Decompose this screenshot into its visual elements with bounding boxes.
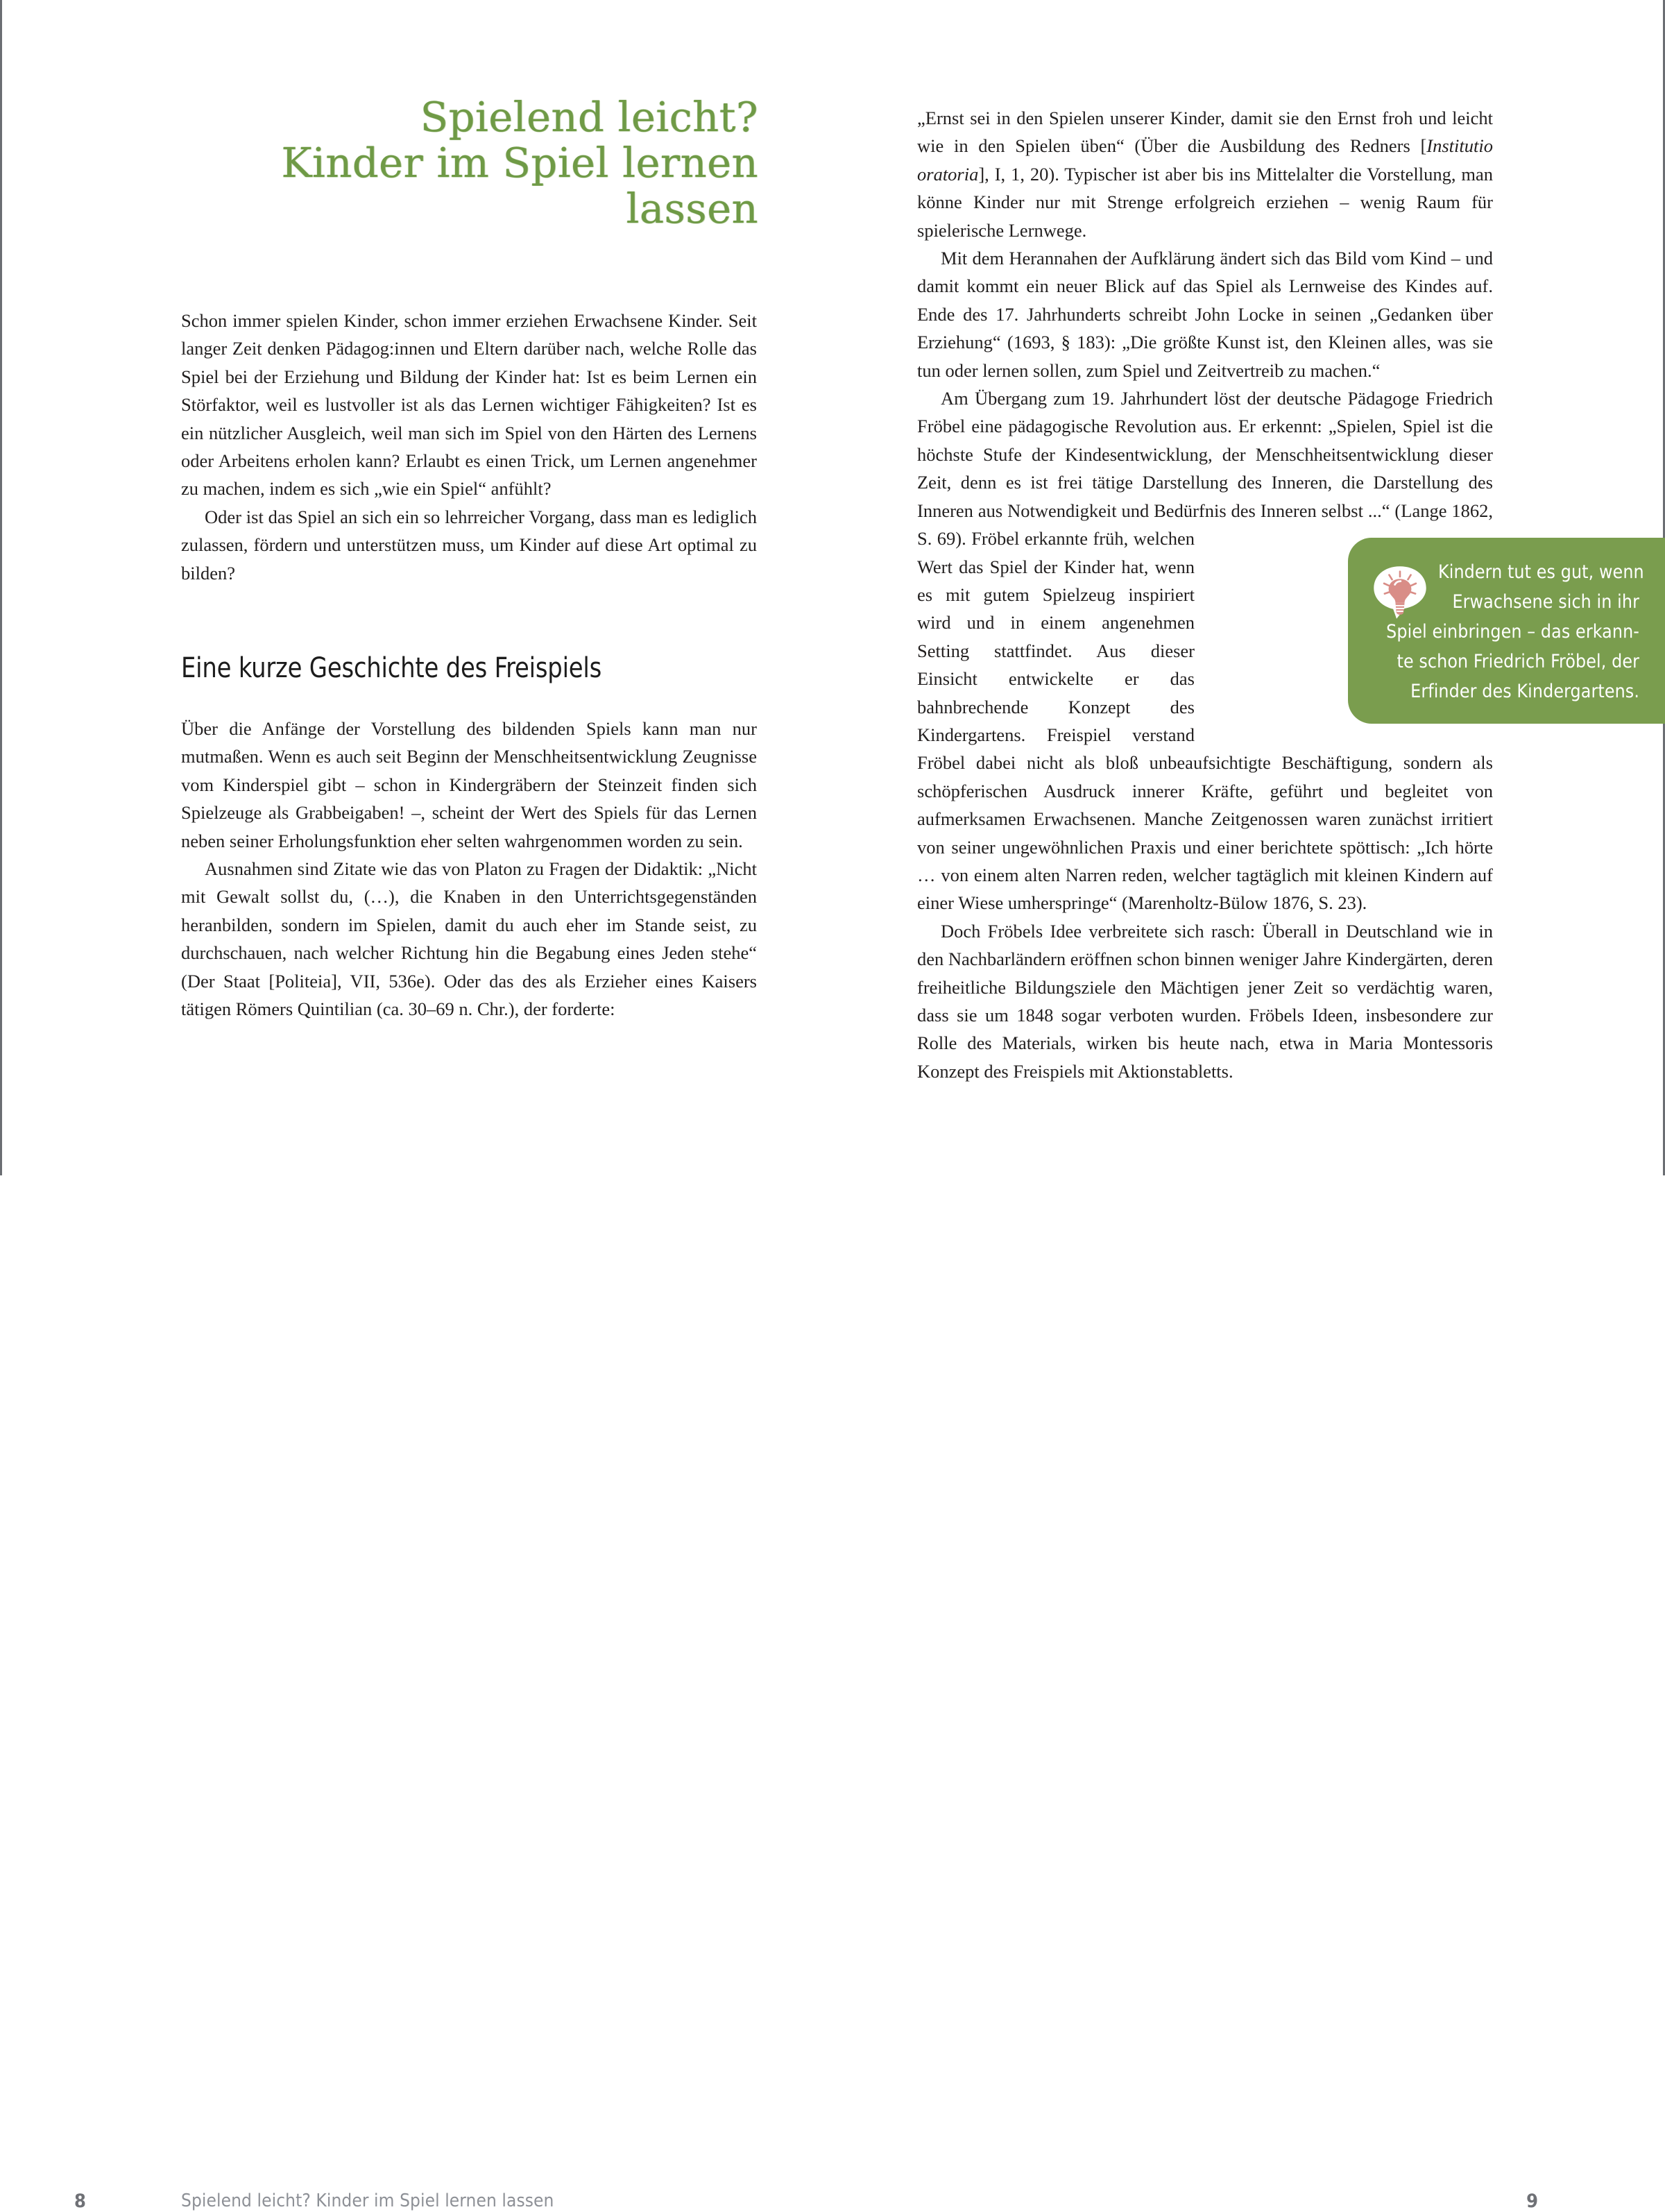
chapter-title	[181, 94, 758, 232]
left-column-body	[181, 715, 757, 1023]
chapter-title-line-3: lassen	[626, 185, 758, 233]
tip-callout-box	[1348, 538, 1665, 724]
callout-line-3: Spiel einbringen – das erkann-	[1386, 621, 1639, 643]
quote-after-italic: ], I, 1, 20). Typischer ist aber bis ins Mittelalter die Vorstellung, man könne Kinder nur mit Strenge erfolgreich erziehen – wenig Raum für spielerische Lernwege.	[917, 163, 1493, 241]
paragraph-froebel-text: Am Übergang zum 19. Jahrhundert löst der deutsche Pädagoge Friedrich Fröbel eine pädagogische Revolution aus. Er erkennt: „Spielen, Spiel ist die höchste Stufe der Kindesentwicklung, der Menschheitsentwicklung dieser Zeit, denn es ist frei tätige Darstellung des Inneren, die Darstellung des Inneren aus Notwendigkeit und Bedürfnis des Inneren selbst ...“ (Lange 1862, S. 69). Fröbel erkannte früh, welchen Wert das Spiel der Kinder hat, wenn es mit gutem Spielzeug inspiriert wird und in einem angenehmen Setting stattfindet. Aus dieser Einsicht entwickelte er das bahnbrechende Konzept des Kindergartens. Freispiel verstand Fröbel dabei nicht als bloß unbeaufsichtigte Beschäftigung, sondern als schöpferischen Ausdruck innerer Kräfte, geführt und begleitet von aufmerksamen Erwachsenen. Manche Zeitgenossen waren zunächst irritiert von seiner ungewöhnlichen Praxis und einer berichtete spöttisch: „Ich hörte … von einem alten Narren reden, welcher tagtäglich mit kleinen Kindern auf einer Wiese umherspringe“ (Marenholtz-Bülow 1876, S. 23).	[917, 388, 1493, 914]
right-page-footer	[832, 1092, 1663, 2212]
callout-line-1: Kindern tut es gut, wenn	[1438, 561, 1644, 583]
section-heading: Eine kurze Geschichte des Freispiels	[181, 652, 602, 684]
paragraph-verbreitung: Doch Fröbels Idee verbreitete sich rasch: Überall in Deutschland wie in den Nachbarländern eröffnen schon binnen weniger Jahre Kindergärten, deren freiheitliche Bildungsziele den Mächtigen jener Zeit so verdächtig waren, dass sie um 1848 sogar verboten wurden. Fröbels Ideen, insbesondere zur Rolle des Materials, wirken bis heute nach, etwa in Maria Montessoris Konzept des Freispiels mit Aktionstabletts.	[917, 920, 1493, 1082]
paragraph: Schon immer spielen Kinder, schon immer erziehen Erwachsene Kinder. Seit langer Zeit denken Pädagog:innen und Eltern darüber nach, welche Rolle das Spiel bei der Erziehung und Bildung der Kinder hat: Ist es beim Lernen ein Störfaktor, weil es lustvoller ist als das Lernen wichtiger Fähigkeiten? Ist es ein nützlicher Ausgleich, weil man sich im Spiel von den Härten des Lernens oder Arbeitens erholen kann? Erlaubt es einen Trick, um Lernen angenehmer zu machen, indem es sich „wie ein Spiel“ anfühlt?	[181, 310, 757, 500]
paragraph: Oder ist das Spiel an sich ein so lehrreicher Vorgang, dass man es lediglich zulassen, fördern und unterstützen muss, um Kinder auf diese Art optimal zu bilden?	[181, 506, 757, 584]
paragraph: Ausnahmen sind Zitate wie das von Platon zu Fragen der Didaktik: „Nicht mit Gewalt sollst du, (…), die Knaben in den Unterrichtsgegenständen heranbilden, sondern im Spielen, damit du auch eher im Stande seist, zu durchschauen, nach welcher Richtung hin die Begabung eines Jeden stehe“ (Der Staat [Politeia], VII, 536e). Oder das des als Erzieher eines Kaisers tätigen Römers Quintilian (ca. 30–69 n. Chr.), der forderte:	[181, 858, 757, 1020]
chapter-title-line-2: Kinder im Spiel lernen	[281, 139, 758, 187]
running-head: Spielend leicht? Kinder im Spiel lernen lassen	[181, 2190, 554, 2211]
callout-line-2: Erwachsene sich in ihr	[1452, 591, 1639, 613]
callout-line-5: Erfinder des Kindergartens.	[1410, 681, 1639, 702]
paragraph-quintilian	[917, 104, 1493, 244]
lightbulb-speech-bubble-icon	[1372, 564, 1428, 621]
page-number: 8	[74, 2190, 86, 2212]
chapter-title-line-1: Spielend leicht?	[420, 93, 758, 141]
paragraph-aufklaerung: Mit dem Herannahen der Aufklärung ändert sich das Bild vom Kind – und damit kommt ein neuer Blick auf das Spiel als Lernweise des Kindes auf. Ende des 17. Jahrhunderts schreibt John Locke in seinen „Gedanken über Erziehung“ (1693, § 183): „Die größte Kunst ist, den Kleinen alles, was sie tun oder lernen sollen, zum Spiel und Zeitvertreib zu machen.“	[917, 248, 1493, 381]
paragraph: Über die Anfänge der Vorstellung des bildenden Spiels kann man nur mutmaßen. Wenn es auch seit Beginn der Menschheitsentwicklung Zeugnisse vom Kinderspiel gibt – schon in Kindergräbern der Steinzeit finden sich Spielzeuge als Grabbeigaben! –, scheint der Wert des Spiels für das Lernen neben seiner Erholungsfunktion eher selten wahrgenommen worden zu sein.	[181, 718, 757, 851]
left-page-footer	[2, 1092, 832, 2212]
left-page	[0, 0, 832, 2212]
quote-before-italic: „Ernst sei in den Spielen unserer Kinder, damit sie den Ernst froh und leicht wie in den Spielen üben“ (Über die Ausbildung des Redners [	[917, 108, 1493, 157]
work-title-italic: Institutio oratoria	[917, 135, 1493, 185]
page-number: 9	[1526, 2190, 1538, 2212]
callout-line-4: te schon Friedrich Fröbel, der	[1397, 651, 1639, 672]
left-column-intro	[181, 307, 757, 587]
